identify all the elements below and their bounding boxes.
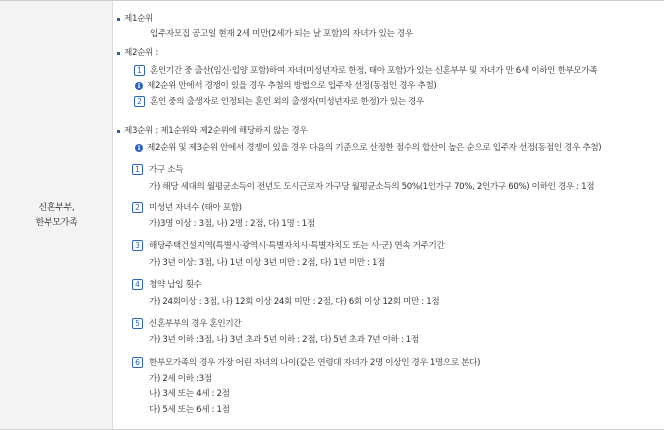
info-icon: i bbox=[135, 82, 143, 90]
priority2-item2: 혼인 중의 출생자로 인정되는 혼인 외의 출생자(미성년자로 한정)가 있는 경우 bbox=[150, 97, 424, 107]
category-label bbox=[0, 201, 113, 231]
info-icon: i bbox=[135, 144, 143, 152]
criterion-4-badge: 4 bbox=[132, 279, 143, 290]
criterion-1-line-1: 가) 해당 세대의 월평균소득이 전년도 도시근로자 가구당 월평균소득의 50%(1인가구 70%, 2인가구 60%) 이하인 경우 : 1점 bbox=[149, 182, 595, 192]
content-cell bbox=[114, 1, 664, 429]
criterion-5-line-1: 가) 3년 이하 :3점, 나) 3년 초과 5년 이하 : 2점, 다) 5년 초과 7년 이하 : 1점 bbox=[149, 335, 419, 345]
criterion-2-badge: 2 bbox=[132, 202, 143, 213]
criterion-3-line-1: 가) 3년 이상: 3점, 나) 1년 이상 3년 미만 : 2점, 다) 1년 미만 : 1점 bbox=[149, 258, 386, 268]
priority1-title: 제1순위 bbox=[124, 14, 153, 24]
criterion-1-title: 가구 소득 bbox=[149, 165, 184, 175]
priority1-desc: 입주자모집 공고일 현재 2세 미만(2세가 되는 날 포함)의 자녀가 있는 경우 bbox=[150, 29, 413, 39]
number-badge: 1 bbox=[134, 65, 145, 76]
criterion-2-title: 미성년 자녀수 (태아 포함) bbox=[149, 203, 242, 213]
criterion-6-badge: 6 bbox=[132, 357, 143, 368]
priority2-title: 제2순위 : bbox=[124, 48, 158, 58]
criterion-6-line-1: 가) 2세 이하 :3점 bbox=[149, 374, 212, 384]
criterion-4-title: 청약 납입 횟수 bbox=[149, 280, 202, 290]
number-badge: 2 bbox=[134, 96, 145, 107]
priority2-item1: 혼인기간 중 출산(임신·입양 포함)하여 자녀(미성년자로 한정, 태아 포함)가 있는 신혼부부 및 자녀가 만 6세 이하인 한부모가족 bbox=[150, 66, 598, 76]
priority2-note: 제2순위 안에서 경쟁이 있을 경우 추첨의 방법으로 입주자 선정(동점인 경우 추첨) bbox=[147, 81, 437, 91]
criterion-6-line-2: 나) 3세 또는 4세 : 2점 bbox=[149, 389, 230, 399]
criterion-5-title: 신혼부부의 경우 혼인기간 bbox=[149, 319, 242, 329]
criterion-4-line-1: 가) 24회이상 : 3점, 나) 12회 이상 24회 미만 : 2점, 다) 6회 이상 12회 미만 : 1점 bbox=[149, 297, 440, 307]
criterion-1-badge: 1 bbox=[132, 164, 143, 175]
category-label-line2: 한부모가족 bbox=[35, 218, 78, 228]
criterion-2-line-1: 가)3명 이상 : 3점, 나) 2명 : 2점, 다) 1명 : 1점 bbox=[149, 219, 315, 229]
criterion-6-line-3: 다) 5세 또는 6세 : 1점 bbox=[149, 405, 230, 415]
priority3-title: 제3순위 : 제1순위와 제2순위에 해당하지 않는 경우 bbox=[124, 126, 308, 136]
priority3-note: 제2순위 및 제3순위 안에서 경쟁이 있을 경우 다음의 기준으로 산정한 점수의 합산이 높은 순으로 입주자 선정(동점인 경우 추첨) bbox=[147, 143, 602, 153]
category-cell bbox=[0, 1, 113, 429]
criterion-5-badge: 5 bbox=[132, 318, 143, 329]
criterion-3-badge: 3 bbox=[132, 240, 143, 251]
criterion-6-title: 한부모가족의 경우 가장 어린 자녀의 나이(같은 연령대 자녀가 2명 이상인 경우 1명으로 본다) bbox=[149, 358, 481, 368]
criterion-3-title: 해당주택건설지역(특별시·광역시·특별자치시·특별자치도 또는 시·군) 연속 거주기간 bbox=[149, 241, 445, 251]
category-label-line1: 신혼부부, bbox=[38, 203, 75, 213]
